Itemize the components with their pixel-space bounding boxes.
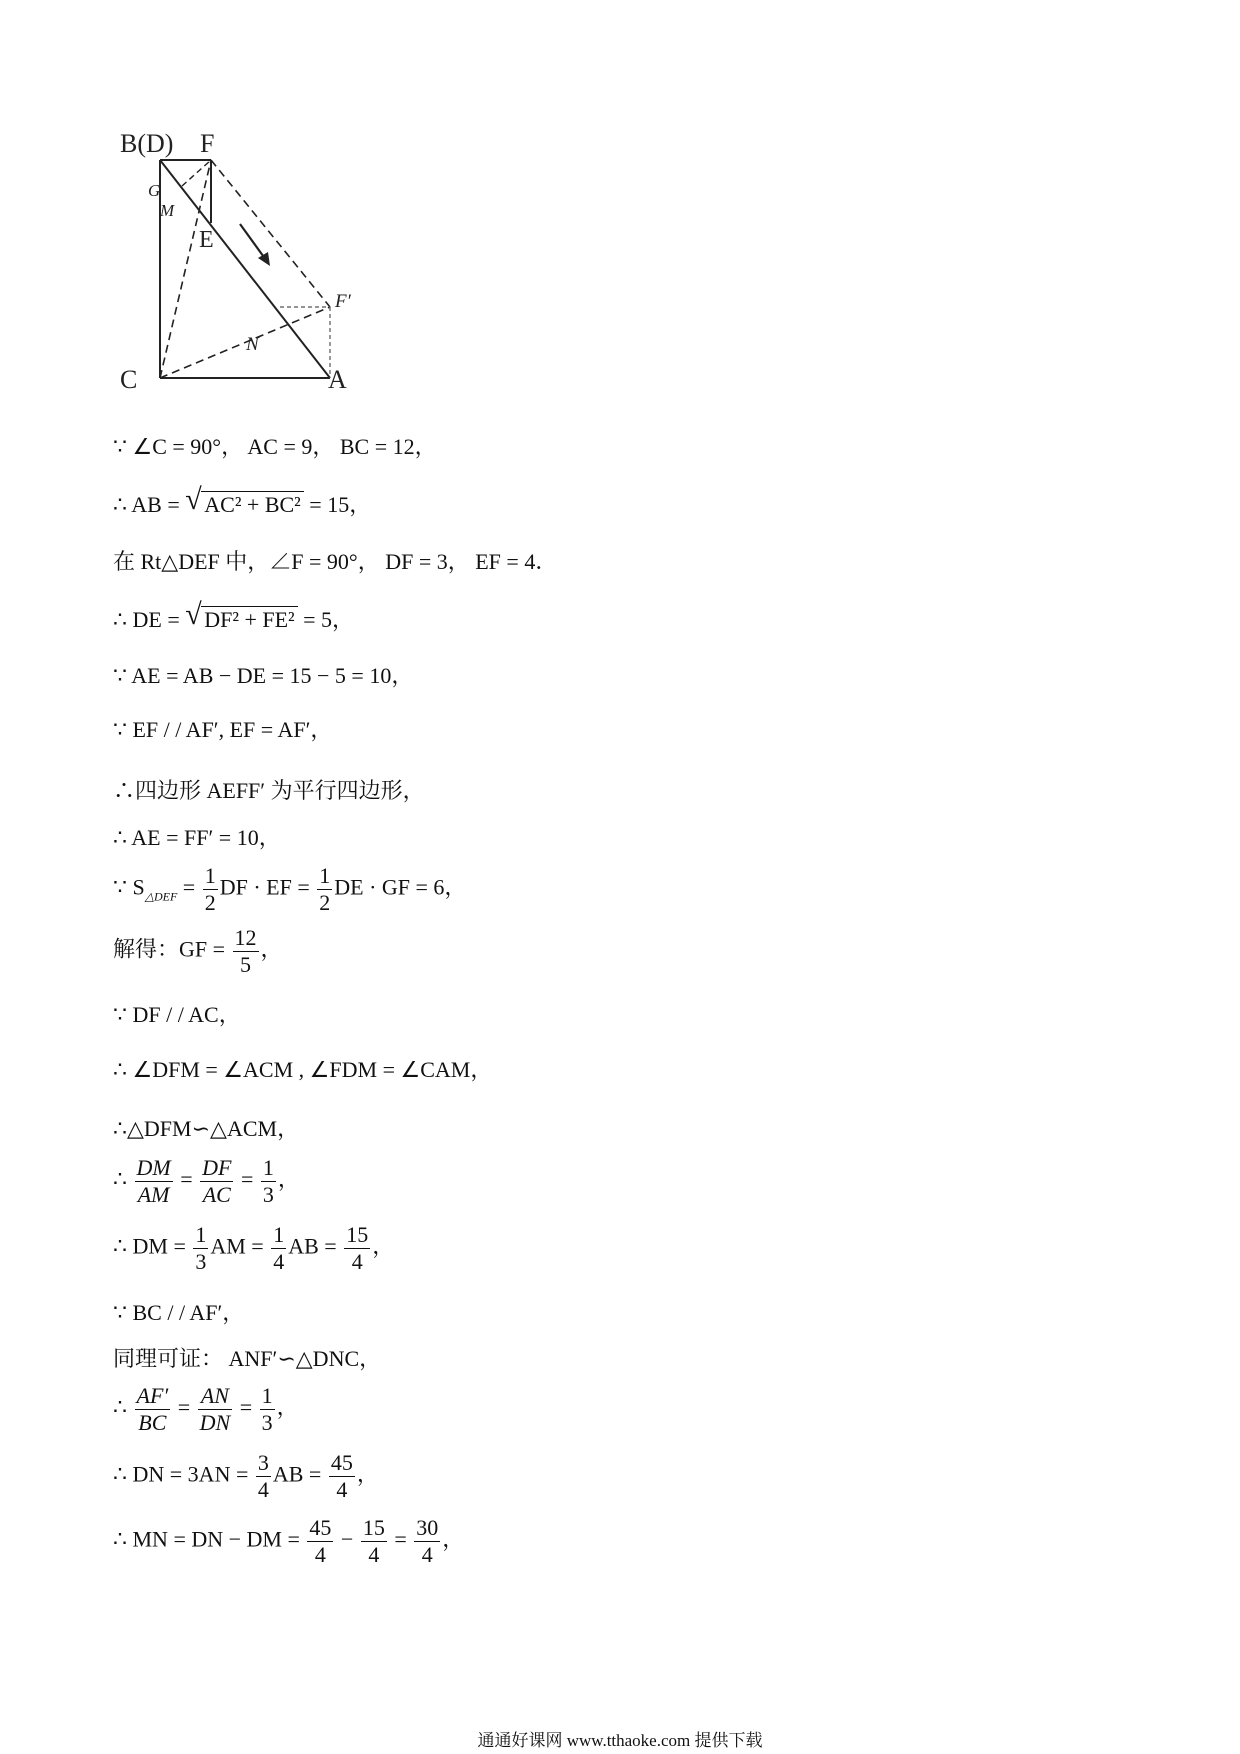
label-e: E — [199, 227, 214, 253]
line-10-suffix: ， — [260, 936, 283, 962]
line-9-eq: = — [177, 874, 201, 900]
frac-den: 4 — [273, 1249, 285, 1274]
fraction-1-3 — [261, 1155, 276, 1208]
label-f: F — [200, 129, 215, 158]
solution-line-3: 在 Rt△DEF 中，∠F = 90°， DF = 3， EF = 4． — [113, 549, 558, 574]
frac-den: AC — [202, 1182, 231, 1207]
solution-line-5: ∵ AE = AB − DE = 15 − 5 = 10， — [113, 663, 414, 688]
solution-line-16: ∵ BC / / AF′， — [113, 1300, 245, 1325]
radicand-de: DF² + FE² — [201, 606, 297, 633]
line-20-suffix: ， — [442, 1526, 465, 1552]
frac-den: 2 — [319, 890, 331, 915]
label-a: A — [328, 365, 347, 394]
frac-num: 1 — [204, 863, 216, 888]
line-9-s: ∵ S — [113, 874, 145, 900]
fraction-df-ac — [200, 1155, 233, 1208]
line-9-sub: △DEF — [144, 889, 178, 904]
frac-den: 4 — [314, 1542, 326, 1567]
line-4-prefix: ∴ DE = — [113, 607, 186, 632]
solution-line-7: ∴四边形 AEFF′ 为平行四边形， — [113, 778, 425, 803]
fraction-half-1 — [203, 863, 218, 916]
fraction-12-5 — [233, 925, 259, 978]
frac-den: 4 — [351, 1249, 363, 1274]
line-15-mid2: AB = — [288, 1233, 343, 1259]
line-15-prefix: ∴ DM = — [113, 1233, 192, 1259]
frac-num: 12 — [234, 925, 257, 950]
line-18-suffix: ， — [276, 1394, 299, 1420]
line-18-prefix: ∴ — [113, 1394, 133, 1420]
page-footer: 通通好课网 www.tthaoke.com 提供下载 — [477, 1731, 763, 1750]
frac-den: 4 — [421, 1542, 433, 1567]
frac-den: 3 — [262, 1182, 274, 1207]
solution-line-1: ∵ ∠C = 90°， AC = 9， BC = 12， — [113, 434, 437, 459]
label-n: N — [246, 334, 259, 355]
segment-cfp — [160, 307, 330, 378]
solution-line-4 — [113, 598, 355, 634]
fraction-15-4b — [361, 1515, 387, 1568]
line-2-suffix: = 15， — [303, 492, 372, 517]
fraction-1-3b — [260, 1383, 275, 1436]
label-g: G — [148, 181, 161, 200]
triangle-diagram — [120, 120, 380, 400]
line-9-end: DE · GF = 6， — [334, 874, 467, 900]
frac-num: 45 — [309, 1515, 332, 1540]
solution-line-17: 同理可证： ANF′∽△DNC， — [113, 1346, 382, 1371]
fraction-45-4b — [307, 1515, 333, 1568]
frac-num: 30 — [416, 1515, 439, 1540]
frac-num: 1 — [261, 1383, 273, 1408]
frac-den: AM — [137, 1182, 170, 1207]
fraction-30-4 — [414, 1515, 440, 1568]
frac-num: 1 — [319, 863, 331, 888]
solution-line-15 — [113, 1222, 394, 1275]
frac-den: 4 — [336, 1477, 348, 1502]
frac-den: 3 — [261, 1410, 273, 1435]
solution-line-14: ∴ $\frac{DM}{AM}$ = $\frac{DF}{AC}$ = $\frac{1}{3}$ ， — [113, 1155, 300, 1207]
line-9-mid: DF · EF = — [219, 874, 316, 900]
radicand-ab: AC² + BC² — [201, 491, 304, 518]
frac-den: 3 — [195, 1249, 207, 1274]
frac-num: 15 — [346, 1222, 369, 1247]
move-arrow — [240, 224, 266, 260]
line-14-prefix: ∴ — [113, 1166, 133, 1192]
solution-line-2 — [113, 483, 372, 519]
fraction-an-dn — [198, 1383, 233, 1436]
solution-line-19 — [113, 1450, 379, 1503]
label-fp: F′ — [335, 291, 351, 312]
sqrt-expression-de: √ DF² + FE² — [185, 606, 297, 633]
line-19-prefix: ∴ DN = 3AN = — [113, 1461, 254, 1487]
frac-num: AF′ — [136, 1383, 169, 1408]
frac-num: 1 — [195, 1222, 207, 1247]
frac-den: 4 — [368, 1542, 380, 1567]
label-c: C — [120, 365, 138, 394]
line-14-suffix: ， — [277, 1166, 300, 1192]
line-10-prefix: 解得：GF = — [113, 936, 231, 962]
sqrt-expression: √ AC² + BC² — [185, 491, 304, 518]
fraction-45-4 — [329, 1450, 355, 1503]
line-19-suffix: ， — [356, 1461, 379, 1487]
fraction-afp-bc — [135, 1383, 171, 1436]
frac-den: 5 — [240, 952, 252, 977]
frac-den: 4 — [257, 1477, 269, 1502]
solution-line-9 — [113, 863, 466, 916]
fraction-quarter — [271, 1222, 286, 1275]
solution-line-10 — [113, 925, 283, 978]
solution-line-11: ∵ DF / / AC， — [113, 1002, 241, 1027]
solution-line-6: ∵ EF / / AF′, EF = AF′， — [113, 717, 333, 742]
frac-num: 45 — [330, 1450, 353, 1475]
frac-den: DN — [199, 1410, 231, 1435]
line-4-suffix: = 5， — [297, 607, 355, 632]
line-15-mid1: AM = — [210, 1233, 270, 1259]
segment-ffp — [211, 160, 330, 307]
fraction-15-4 — [344, 1222, 370, 1275]
frac-num: 1 — [273, 1222, 285, 1247]
line-20-prefix: ∴ MN = DN − DM = — [113, 1526, 306, 1552]
solution-line-13: ∴△DFM∽△ACM， — [113, 1116, 300, 1141]
fraction-3-4 — [256, 1450, 271, 1503]
label-m: M — [160, 201, 175, 220]
frac-num: 1 — [262, 1155, 274, 1180]
fraction-half-2 — [317, 863, 332, 916]
frac-den: BC — [138, 1410, 167, 1435]
solution-line-20: ∴ MN = DN − DM = $\frac{45}{4}$ − $\frac{15}{4}$ = $\frac{30}{4}$ ， — [113, 1515, 465, 1567]
frac-num: 15 — [362, 1515, 385, 1540]
solution-line-18: ∴ $\frac{AF'}{BC}$ = $\frac{AN}{DN}$ = $\frac{1}{3}$ ， — [113, 1383, 299, 1435]
solution-line-12: ∴ ∠DFM = ∠ACM , ∠FDM = ∠CAM， — [113, 1057, 493, 1082]
arrow-head-icon — [258, 252, 270, 266]
label-bd: B(D) — [120, 129, 174, 158]
line-19-mid: AB = — [272, 1461, 327, 1487]
line-15-suffix: ， — [372, 1233, 395, 1259]
geometry-figure — [120, 120, 380, 400]
solution-line-8: ∴ AE = FF′ = 10， — [113, 825, 281, 850]
frac-den: 2 — [204, 890, 216, 915]
frac-num: DF — [202, 1155, 232, 1180]
frac-num: AN — [198, 1383, 233, 1410]
fraction-dm-am — [135, 1155, 173, 1208]
frac-num: DM — [136, 1155, 171, 1180]
line-2-prefix: ∴ AB = — [113, 492, 186, 517]
frac-num: 3 — [257, 1450, 269, 1475]
fraction-third — [193, 1222, 208, 1275]
